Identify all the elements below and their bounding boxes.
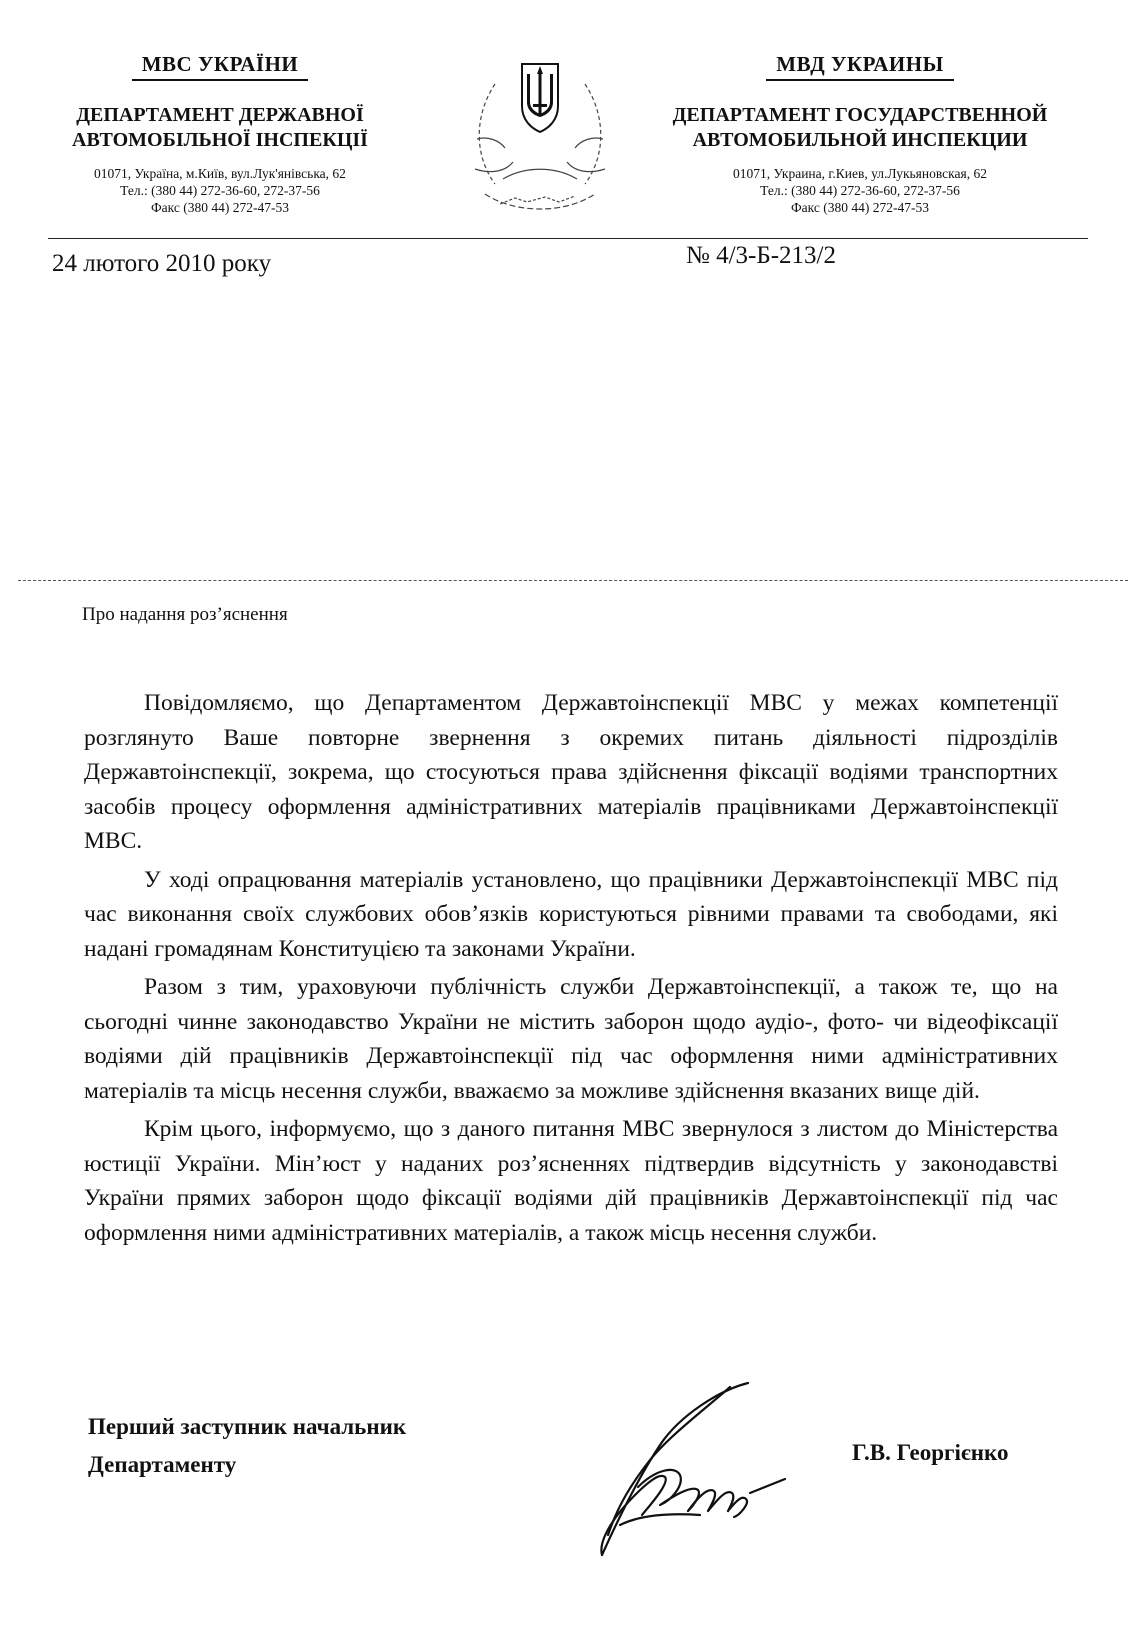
address-ua: 01071, Україна, м.Київ, вул.Лук'янівська, 62 [94, 166, 346, 181]
document-number: № 4/3-Б-213/2 [686, 242, 836, 269]
address-ru: 01071, Украина, г.Киев, ул.Лукьяновская, 62 [733, 166, 987, 181]
contact-block-ru [640, 165, 1080, 216]
body-paragraph: Повідомляємо, що Департаментом Державтоінспекції МВС у межах компетенції розглянуто Ваше повторне звернення з окремих питань діяльності підрозділів Державтоінспекції, зокрема, що стосуються права здійснення фіксації водіями транспортних засобів процесу оформлення адміністративних матеріалів працівниками Державтоінспекції МВС. [84, 690, 1058, 854]
header-left [40, 52, 400, 216]
phone-ru: Тел.: (380 44) 272-36-60, 272-37-56 [760, 183, 960, 198]
handwritten-signature-icon [580, 1375, 820, 1570]
letter-body [84, 686, 1058, 1254]
department-line2-ua: АВТОМОБІЛЬНОЇ ІНСПЕКЦІЇ [72, 129, 368, 151]
letter-subject: Про надання роз’яснення [82, 604, 288, 625]
body-paragraph: Разом з тим, ураховуючи публічність служби Державтоінспекції, а також те, що на сьогодні чинне законодавство України не містить заборон щодо аудіо-, фото- чи відеофіксації водіями дій працівників Державтоінспекції під час оформлення ними адміністративних матеріалів та місць несення служби, вважаємо за можливе здійснення вказаних вище дій. [84, 974, 1058, 1104]
signatory-title-line1: Перший заступник начальник [88, 1414, 407, 1439]
department-name-ru [640, 103, 1080, 153]
fax-ua: Факс (380 44) 272-47-53 [151, 200, 289, 215]
ministry-name-ua: МВС УКРАЇНИ [132, 52, 309, 81]
department-name-ua [40, 103, 400, 153]
phone-ua: Тел.: (380 44) 272-36-60, 272-37-56 [120, 183, 320, 198]
signatory-title [88, 1408, 406, 1484]
department-line1-ru: ДЕПАРТАМЕНТ ГОСУДАРСТВЕННОЙ [672, 104, 1048, 126]
body-paragraph: Крім цього, інформуємо, що з даного питання МВС звернулося з листом до Міністерства юстиції України. Мін’юст у наданих роз’ясненнях підтвердив відсутність у законодавстві України прямих заборон щодо фіксації водіями дій працівників Державтоінспекції під час оформлення ними адміністративних матеріалів, а також місць несення служби. [84, 1116, 1058, 1246]
dashed-divider [18, 580, 1128, 581]
department-line1-ua: ДЕПАРТАМЕНТ ДЕРЖАВНОЇ [76, 104, 364, 126]
header-right [640, 52, 1080, 216]
fax-ru: Факс (380 44) 272-47-53 [791, 200, 929, 215]
department-line2-ru: АВТОМОБИЛЬНОЙ ИНСПЕКЦИИ [692, 129, 1028, 151]
ministry-name-ru: МВД УКРАИНЫ [766, 52, 953, 81]
contact-block-ua [40, 165, 400, 216]
header-divider [48, 238, 1088, 239]
letter-date: 24 лютого 2010 року [52, 250, 272, 277]
trident-emblem-icon [455, 44, 625, 220]
signatory-name: Г.В. Георгієнко [852, 1440, 1009, 1465]
signatory-title-line2: Департаменту [88, 1452, 237, 1477]
body-paragraph: У ході опрацювання матеріалів установлено, що працівники Державтоінспекції МВС під час виконання своїх службових обов’язків користуються рівними правами та свободами, які надані громадянам Конституцією та законами України. [84, 866, 1058, 962]
